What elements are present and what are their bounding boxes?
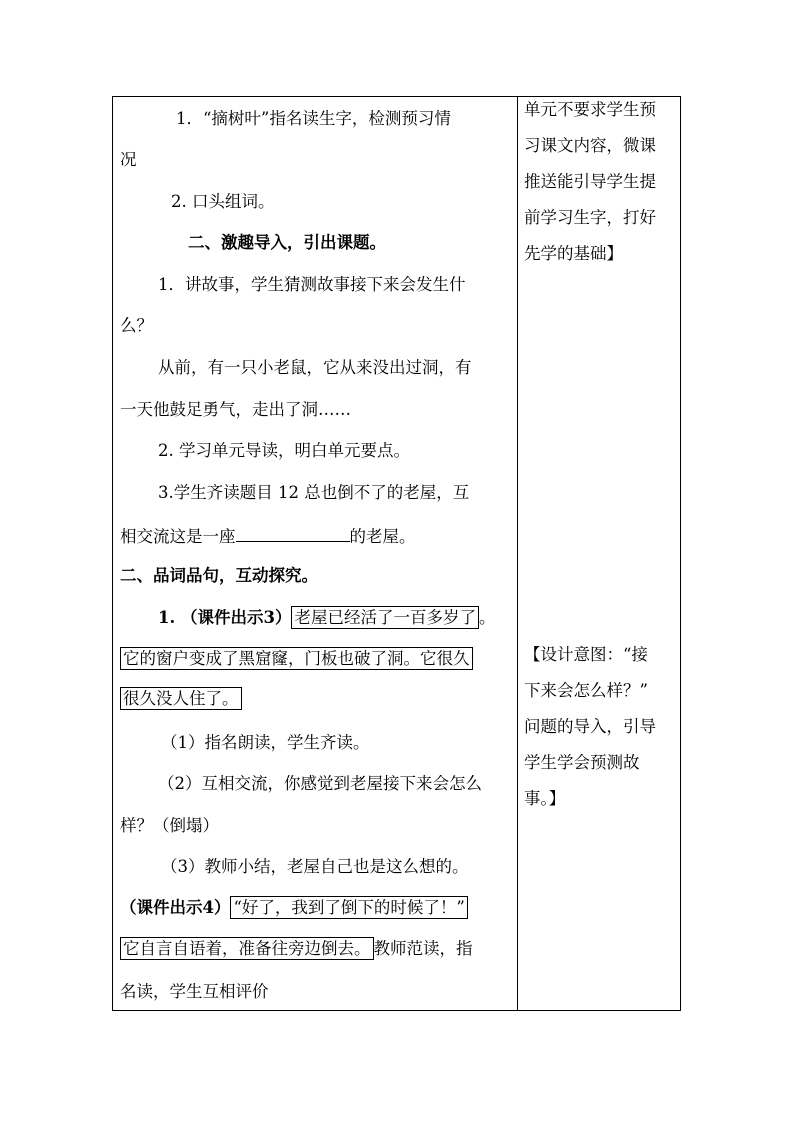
text-line: 名读，学生互相评价	[120, 982, 269, 1001]
note-line: 单元不要求学生预	[524, 100, 656, 119]
note-line: 推送能引导学生提	[524, 172, 656, 191]
text-line: 从前，有一只小老鼠，它从来没出过洞，有	[158, 358, 472, 377]
note-line: 【设计意图：“接	[524, 645, 648, 664]
quote-line	[120, 939, 473, 959]
lesson-plan-table	[112, 96, 681, 1011]
boxed-quote: 很久没人住了。	[120, 687, 242, 710]
text-segment: 的老屋。	[349, 527, 416, 546]
text-line: 3.学生齐读题目 12 总也倒不了的老屋，互	[158, 483, 470, 502]
boxed-quote: “好了，我到了倒下的时候了！”	[230, 896, 467, 919]
note-line: 下来会怎么样？”	[524, 681, 648, 700]
note-line: 先学的基础】	[524, 244, 623, 263]
text-line: 1．“摘树叶”指名读生字，检测预习情	[176, 109, 451, 128]
answer-blank	[236, 525, 350, 542]
text-line: 2. 口头组词。	[171, 192, 275, 211]
text-line: （1）指名朗读，学生齐读。	[161, 733, 370, 752]
text-line: 1．讲故事，学生猜测故事接下来会发生什	[158, 275, 466, 294]
courseware-label: （课件出示4）	[120, 898, 231, 917]
text-line: 一天他鼓足勇气，走出了洞……	[120, 400, 351, 419]
text-segment: 。	[478, 608, 496, 627]
note-line: 习课文内容，微课	[524, 136, 656, 155]
column-divider	[517, 97, 518, 1010]
text-line: （3）教师小结，老屋自己也是这么想的。	[161, 857, 469, 876]
courseware-label: 1. （课件出示3）	[158, 608, 292, 627]
quote-line	[120, 898, 468, 918]
text-line: 样？（倒塌）	[120, 816, 219, 835]
note-line: 学生学会预测故	[524, 753, 640, 772]
note-line: 问题的导入，引导	[524, 717, 656, 736]
text-line: 2. 学习单元导读，明白单元要点。	[158, 441, 410, 460]
section-heading: 二、激趣导入，引出课题。	[188, 233, 386, 252]
boxed-quote: 它自言自语着，准备往旁边倒去。	[120, 937, 374, 960]
text-line: （2）互相交流，你感觉到老屋接下来会怎么	[158, 774, 482, 793]
quote-line	[120, 649, 473, 669]
note-line: 事。】	[524, 789, 566, 808]
boxed-quote: 它的窗户变成了黑窟窿，门板也破了洞。它很久	[120, 647, 473, 670]
quote-line	[158, 608, 495, 628]
quote-line	[120, 689, 242, 709]
text-line: 况	[120, 150, 137, 169]
text-segment: 教师范读，指	[373, 939, 473, 958]
note-line: 前学习生字，打好	[524, 208, 656, 227]
text-line: 么？	[120, 316, 153, 335]
section-heading: 二、品词品句，互动探究。	[120, 566, 318, 585]
boxed-quote: 老屋已经活了一百多岁了	[291, 606, 479, 629]
text-segment: 相交流这是一座	[120, 527, 236, 546]
fill-blank-line	[120, 525, 416, 547]
